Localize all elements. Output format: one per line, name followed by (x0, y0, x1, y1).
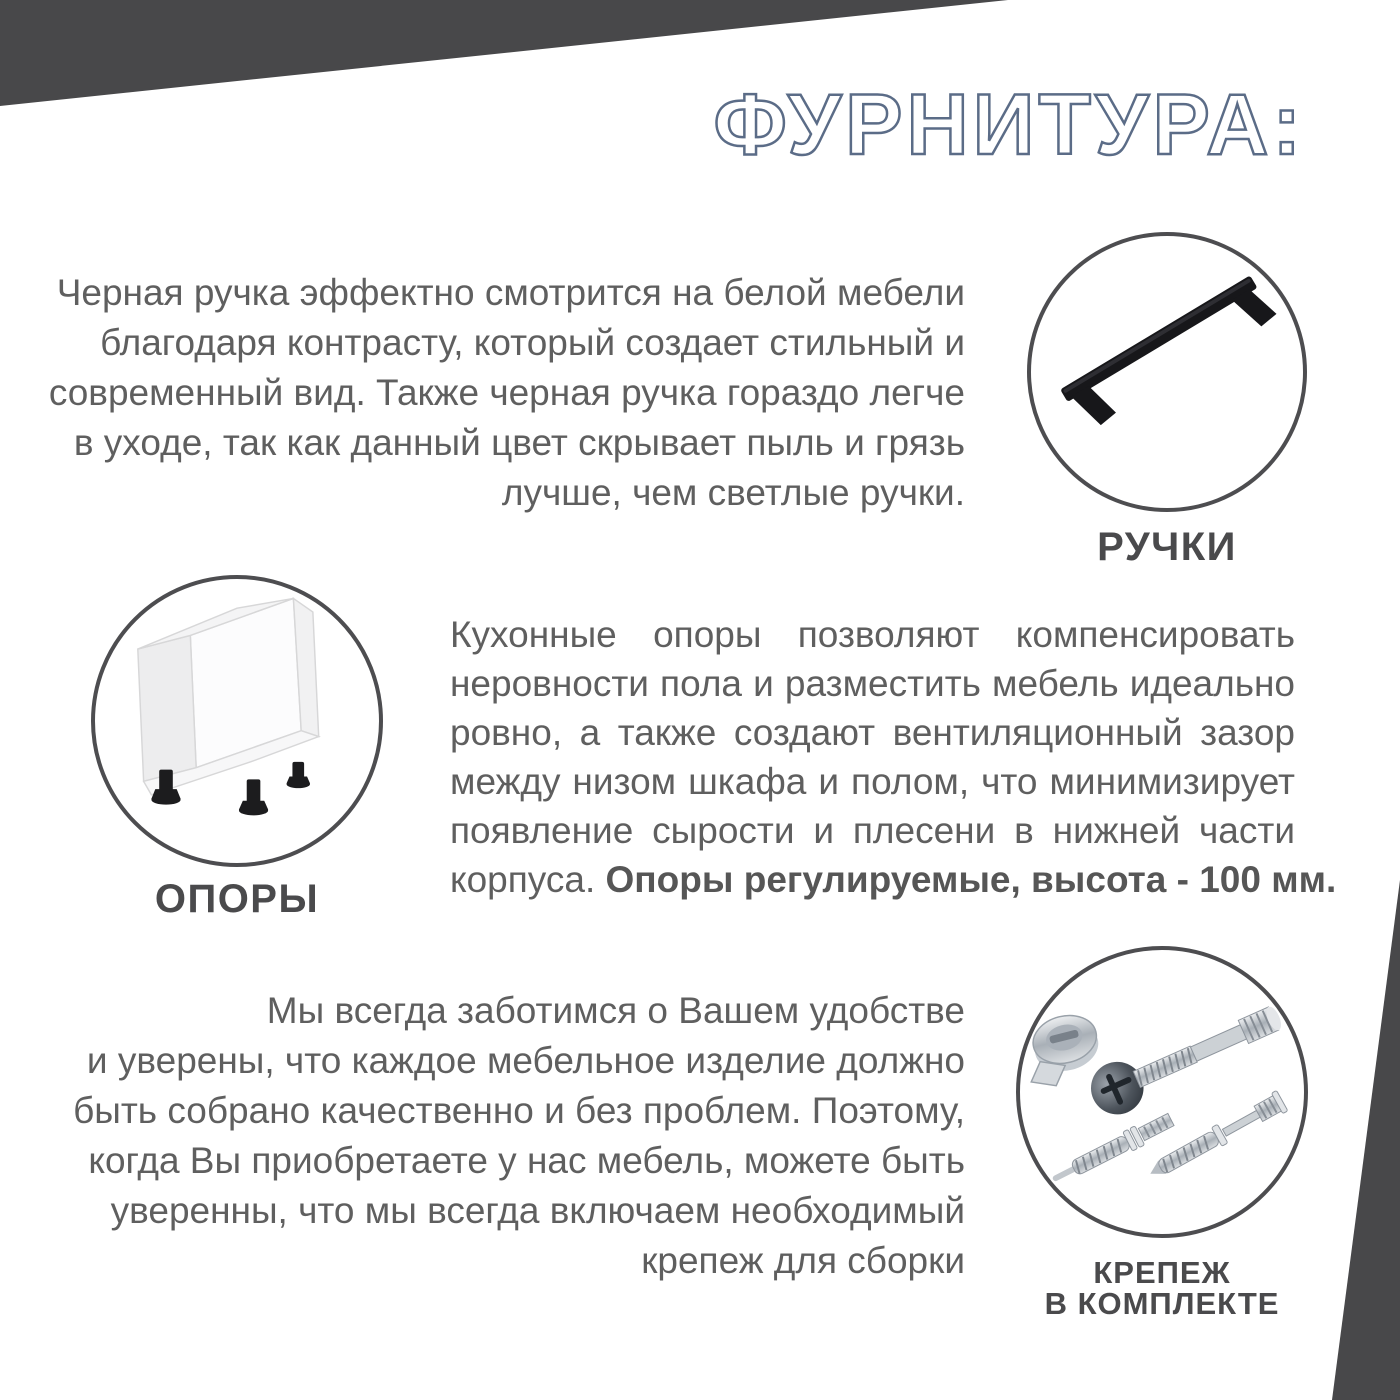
black-bar-handle-icon (1031, 236, 1303, 508)
hardware-photo-circle (1016, 946, 1308, 1238)
text-line: когда Вы приобретаете у нас мебель, можете быть (88, 1140, 965, 1181)
handles-label: РУЧКИ (1097, 525, 1237, 569)
cabinet-foot (239, 779, 268, 815)
hardware-label (1016, 1257, 1308, 1319)
text-line: уверенны, что мы всегда включаем необходимый (110, 1190, 965, 1231)
supports-photo-circle (91, 575, 383, 867)
supports-description (450, 610, 1337, 904)
euro-screw (1145, 1090, 1288, 1184)
text-line: современный вид. Также черная ручка гораздо легче (48, 372, 965, 413)
text-line: и уверены, что каждое мебельное изделие должно (86, 1040, 965, 1081)
handles-photo-circle (1027, 232, 1307, 512)
hardware-label-line1: КРЕПЕЖ (1093, 1255, 1231, 1290)
supports-label: ОПОРЫ (154, 877, 320, 921)
text-line (450, 855, 1337, 904)
hardware-label-line2: В КОМПЛЕКТЕ (1044, 1286, 1280, 1321)
supports-bold-note: Опоры регулируемые, высота - 100 мм. (605, 859, 1337, 900)
text-line: Кухонные опоры позволяют компенсировать (450, 614, 1295, 655)
text-line: появление сырости и плесени в нижней части (450, 810, 1295, 851)
text-line: Мы всегда заботимся о Вашем удобстве (266, 990, 965, 1031)
text-line: ровно, а также создают вентиляционный зазор (450, 712, 1295, 753)
assembly-fasteners-icon (1020, 950, 1304, 1234)
text-line: Черная ручка эффектно смотрится на белой мебели (56, 272, 965, 313)
text-line: благодаря контрасту, который создает стильный и (100, 322, 965, 363)
text-line: в уходе, так как данный цвет скрывает пыль и грязь (73, 422, 965, 463)
text-line: лучше, чем светлые ручки. (501, 472, 965, 513)
text-line: неровности пола и разместить мебель идеально (450, 663, 1295, 704)
text-line: крепеж для сборки (641, 1240, 965, 1281)
hardware-description (73, 986, 965, 1286)
page-title: ФУРНИТУРА: (713, 77, 1305, 173)
handles-description (48, 268, 965, 518)
text-line: быть собрано качественно и без проблем. Поэтому, (73, 1090, 965, 1131)
cabinet-with-legs-icon (95, 579, 379, 863)
text-line: между низом шкафа и полом, что минимизирует (450, 761, 1295, 802)
euro-screw (1048, 1110, 1176, 1189)
bottom-right-corner-wedge (1300, 860, 1400, 1400)
cabinet-foot (287, 762, 310, 788)
text-segment: корпуса. (450, 859, 606, 900)
